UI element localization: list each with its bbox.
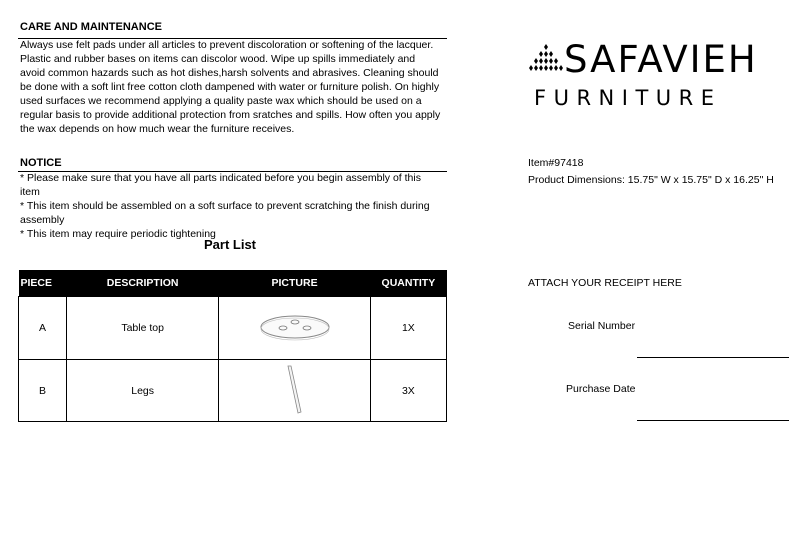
- care-line: used surfaces we recommend applying a quality paste wax which should be used on a: [20, 95, 422, 107]
- description-cell: Legs: [66, 360, 218, 422]
- header-picture: PICTURE: [219, 270, 370, 297]
- care-line: be done with a soft lint free cotton cloth dampened with water or furniture polish. On highly: [20, 81, 440, 93]
- care-line: the wax depends on how much wear the furniture receives.: [20, 123, 295, 135]
- leg-image: [280, 363, 310, 415]
- care-title: CARE AND MAINTENANCE: [20, 21, 162, 33]
- piece-cell: B: [19, 360, 67, 422]
- notice-line: * This item may require periodic tightening: [20, 228, 216, 240]
- purchase-date-label: Purchase Date: [566, 383, 636, 395]
- piece-cell: A: [19, 297, 67, 360]
- notice-list: [20, 171, 450, 241]
- logo-subtitle: FURNITURE: [534, 86, 722, 110]
- table-row: [19, 360, 447, 422]
- description-cell: Table top: [66, 297, 218, 360]
- part-list-table: [18, 270, 447, 422]
- header-piece: PIECE: [19, 270, 67, 297]
- quantity-cell: 1X: [370, 297, 446, 360]
- header-description: DESCRIPTION: [66, 270, 218, 297]
- notice-line: assembly: [20, 214, 65, 226]
- care-line: regular basis to provide additional protection from sratches and spills. How often you apply: [20, 109, 441, 121]
- table-row: [19, 297, 447, 360]
- notice-title: NOTICE: [20, 157, 62, 169]
- care-line: Plastic and rubber bases on items can discolor wood. Wipe up spills immediately and: [20, 53, 416, 65]
- item-number: Item#97418: [528, 157, 584, 169]
- serial-number-line[interactable]: [637, 357, 789, 358]
- logo-wordmark: SAFAVIEH: [564, 38, 758, 81]
- table-header-row: [19, 270, 447, 297]
- care-line: Always use felt pads under all articles to prevent discoloration or softening of the lacquer.: [20, 39, 434, 51]
- safavieh-logo: [528, 40, 798, 112]
- care-line: avoid common hazards such as hot dishes,harsh solvents and abrasives. Cleaning should: [20, 67, 439, 79]
- receipt-title: ATTACH YOUR RECEIPT HERE: [528, 277, 682, 289]
- quantity-cell: 3X: [370, 360, 446, 422]
- table-top-image: [255, 307, 335, 347]
- product-dimensions: Product Dimensions: 15.75" W x 15.75" D x 16.25" H: [528, 174, 774, 186]
- notice-line: * Please make sure that you have all parts indicated before you begin assembly of this: [20, 172, 421, 184]
- purchase-date-line[interactable]: [637, 420, 789, 421]
- header-quantity: QUANTITY: [370, 270, 446, 297]
- logo-triangle-icon: [528, 42, 564, 78]
- care-paragraph: [20, 38, 450, 136]
- notice-line: item: [20, 186, 40, 198]
- part-list-title: Part List: [204, 237, 257, 252]
- picture-cell: [219, 360, 370, 422]
- notice-line: * This item should be assembled on a soft surface to prevent scratching the finish during: [20, 200, 430, 212]
- serial-number-label: Serial Number: [568, 320, 636, 332]
- picture-cell: [219, 297, 370, 360]
